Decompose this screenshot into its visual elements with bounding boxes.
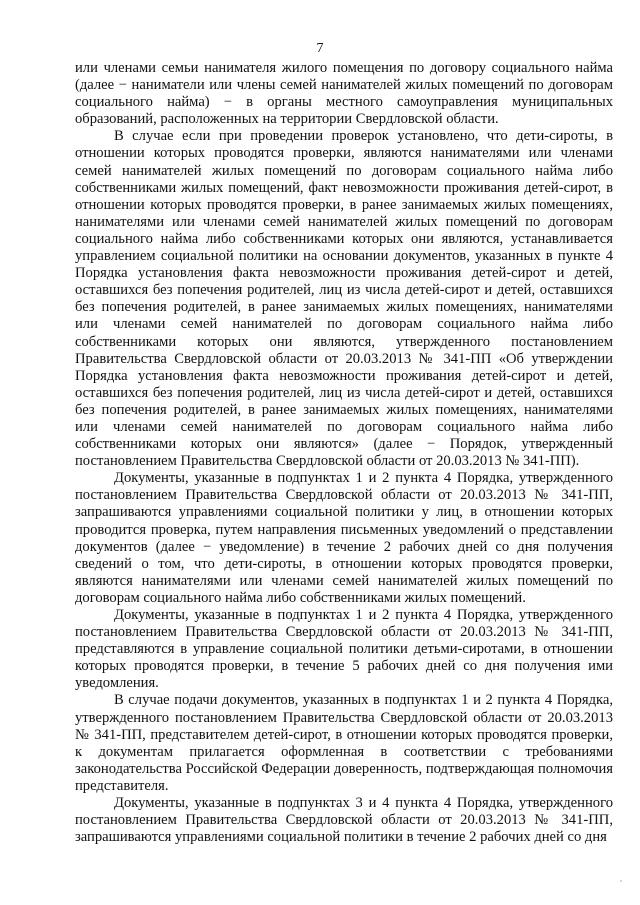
scan-speck bbox=[620, 880, 622, 882]
paragraph-verification-case: В случае если при проведении проверок установлено, что дети-сироты, в отношении которых проводятся проверки, являются нанимателями или членами семей нанимателей жилых помещений по договорам социального найма либо собственниками жилых помещений, факт невозможности проживания детей-сирот, в отношении которых проводятся проверки, в ранее занимаемых жилых помещениях, нанимателями или членами семей нанимателей жилых помещений по договорам социального найма либо собственниками которых они являются, устанавливается управлением социальной политики на основании документов, указанных в пункте 4 Порядка установления факта невозможности проживания детей-сирот и детей, оставшихся без попечения родителей, лиц из числа детей-сирот и детей, оставшихся без попечения родителей, в ранее занимаемых жилых помещениях, нанимателями или членами семей нанимателей по договорам социального найма либо собственниками которых они являются, утвержденного постановлением Правительства Свердловской области от 20.03.2013 № 341-ПП «Об утверждении Порядка установления факта невозможности проживания детей-сирот и детей, оставшихся без попечения родителей, лиц из числа детей-сирот и детей, оставшихся без попечения родителей, в ранее занимаемых жилых помещениях, нанимателями или членами семей нанимателей по договорам социального найма либо собственниками которых они являются» (далее − Порядок, утвержденный постановлением Правительства Свердловской области от 20.03.2013 № 341-ПП). bbox=[75, 128, 613, 470]
paragraph-documents-items-3-4: Документы, указанные в подпунктах 3 и 4 пункта 4 Порядка, утвержденного постановлением Правительства Свердловской области от 20.03.2013 № 341-ПП, запрашиваются управлениями социальной политики в течение 2 рабочих дней со дня bbox=[75, 795, 613, 846]
page-number: 7 bbox=[316, 41, 324, 56]
paragraph-documents-submission: Документы, указанные в подпунктах 1 и 2 пункта 4 Порядка, утвержденного постановлением Правительства Свердловской области от 20.03.2013 № 341-ПП, представляются в управление социальной политики детьми-сиротами, в отношении которых проводятся проверки, в течение 5 рабочих дней со дня получения ими уведомления. bbox=[75, 607, 613, 692]
document-body bbox=[75, 60, 613, 846]
paragraph-documents-request: Документы, указанные в подпунктах 1 и 2 пункта 4 Порядка, утвержденного постановлением Правительства Свердловской области от 20.03.2013 № 341-ПП, запрашиваются управлениями социальной политики у лиц, в отношении которых проводится проверка, путем направления письменных уведомлений о представлении документов (далее − уведомление) в течение 2 рабочих дней со дня получения сведений о том, что дети-сироты, в отношении которых проводятся проверки, являются нанимателями или членами семей нанимателей жилых помещений по договорам социального найма либо собственниками жилых помещений. bbox=[75, 470, 613, 606]
paragraph-representative: В случае подачи документов, указанных в подпунктах 1 и 2 пункта 4 Порядка, утвержденного постановлением Правительства Свердловской области от 20.03.2013 № 341-ПП, представителем детей-сирот, в отношении которых проводятся проверки, к документам прилагается оформленная в соответствии с требованиями законодательства Российской Федерации доверенность, подтверждающая полномочия представителя. bbox=[75, 692, 613, 794]
paragraph-continuation: или членами семьи нанимателя жилого помещения по договору социального найма (далее − наниматели или члены семей нанимателей жилых помещений по договорам социального найма) − в органы местного самоуправления муниципальных образований, расположенных на территории Свердловской области. bbox=[75, 60, 613, 128]
